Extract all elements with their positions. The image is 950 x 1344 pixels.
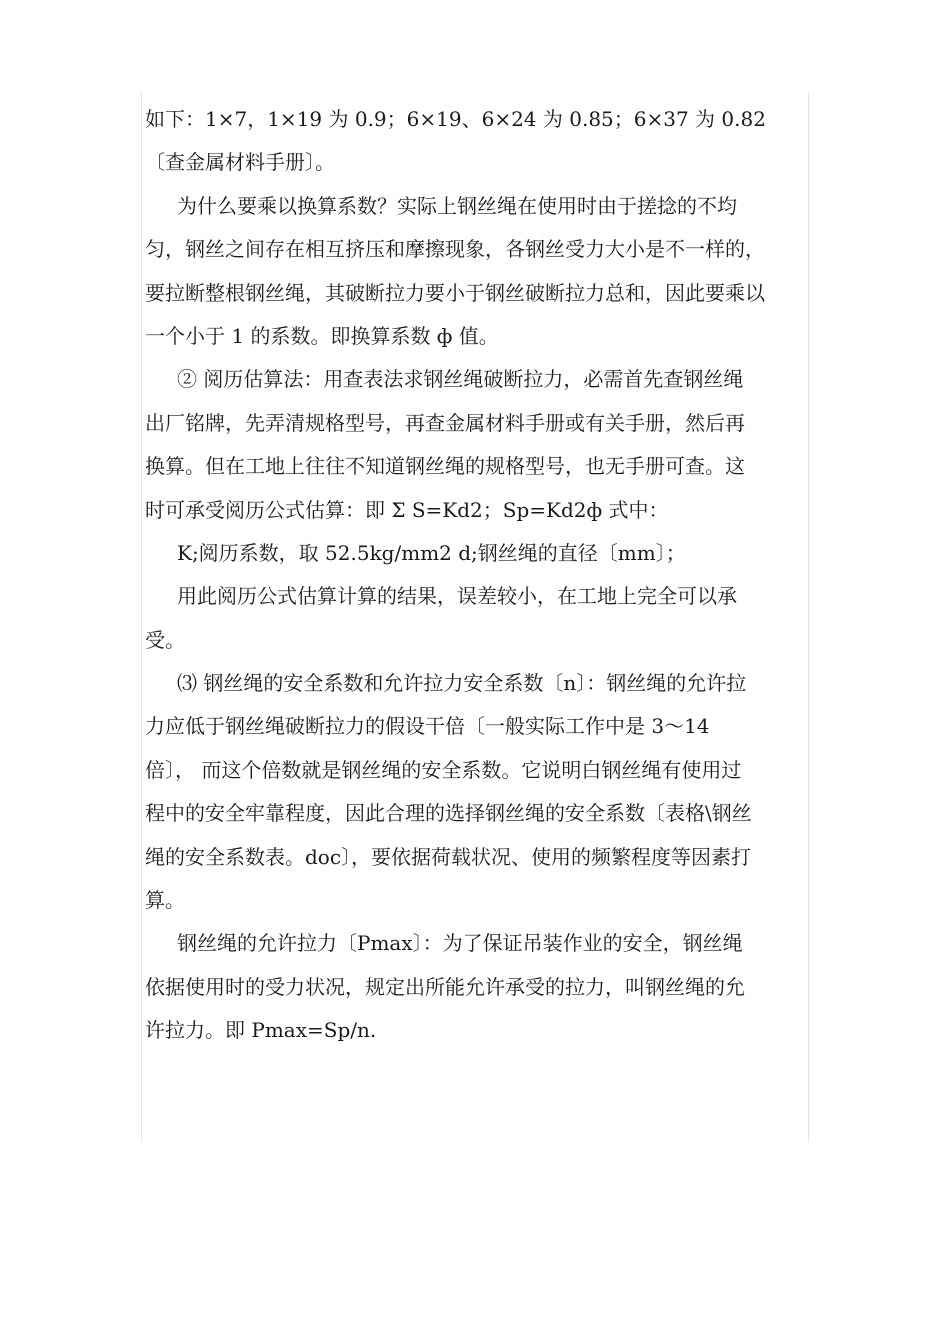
paragraph-line: 如下：1×7，1×19 为 0.9；6×19、6×24 为 0.85；6×37 为 0.82: [145, 107, 766, 131]
paragraph-line: 绳的安全系数表。doc〕，要依据荷载状况、使用的频繁程度等因素打: [145, 844, 752, 869]
paragraph-line: 匀，钢丝之间存在相互挤压和摩擦现象，各钢丝受力大小是不一样的，: [145, 237, 765, 262]
paragraph-line: 时可承受阅历公式估算：即 Σ S=Kd2；Sp=Kd2ф 式中：: [145, 497, 669, 522]
paragraph-line: 算。: [145, 888, 185, 913]
paragraph-line: 〔查金属材料手册〕。: [145, 150, 335, 175]
paragraph-line: 用此阅历公式估算计算的结果，误差较小，在工地上完全可以承: [177, 584, 737, 609]
paragraph: [145, 922, 825, 1052]
paragraph-line: 许拉力。即 Pmax=Sp/n.: [145, 1018, 377, 1043]
paragraph: [145, 98, 825, 185]
paragraph-line: 要拉断整根钢丝绳，其破断拉力要小于钢丝破断拉力总和，因此要乘以: [145, 280, 765, 305]
paragraph-line: ② 阅历估算法：用查表法求钢丝绳破断拉力，必需首先查钢丝绳: [177, 367, 744, 392]
paragraph-line: K;阅历系数，取 52.5kg/mm2 d;钢丝绳的直径〔mm〕；: [177, 540, 686, 565]
paragraph-line: 力应低于钢丝绳破断拉力的假设干倍〔一般实际工作中是 3～14: [145, 714, 710, 739]
paragraph-line: ⑶ 钢丝绳的安全系数和允许拉力安全系数〔n〕：钢丝绳的允许拉: [177, 671, 747, 696]
paragraph-line: 换算。但在工地上往往不知道钢丝绳的规格型号，也无手册可查。这: [145, 454, 745, 479]
paragraph: [145, 532, 825, 575]
paragraph-line: 为什么要乘以换算系数？实际上钢丝绳在使用时由于搓捻的不均: [177, 193, 737, 218]
paragraph-line: 程中的安全牢靠程度，因此合理的选择钢丝绳的安全系数〔表格\钢丝: [145, 801, 752, 826]
paragraph: [145, 575, 825, 662]
paragraph: [145, 185, 825, 359]
paragraph-line: 倍〕， 而这个倍数就是钢丝绳的安全系数。它说明白钢丝绳有使用过: [145, 757, 742, 782]
paragraph-line: 受。: [145, 627, 185, 652]
paragraph: [145, 662, 825, 922]
document-body: [145, 98, 825, 1053]
page-frame-left-border: [141, 92, 142, 1142]
paragraph-line: 依据使用时的受力状况，规定出所能允许承受的拉力，叫钢丝绳的允: [145, 974, 745, 999]
paragraph: [145, 358, 825, 532]
paragraph-line: 出厂铭牌，先弄清规格型号，再查金属材料手册或有关手册，然后再: [145, 410, 745, 435]
paragraph-line: 一个小于 1 的系数。即换算系数 ф 值。: [145, 323, 499, 348]
paragraph-line: 钢丝绳的允许拉力〔Pmax〕：为了保证吊装作业的安全，钢丝绳: [177, 931, 743, 956]
